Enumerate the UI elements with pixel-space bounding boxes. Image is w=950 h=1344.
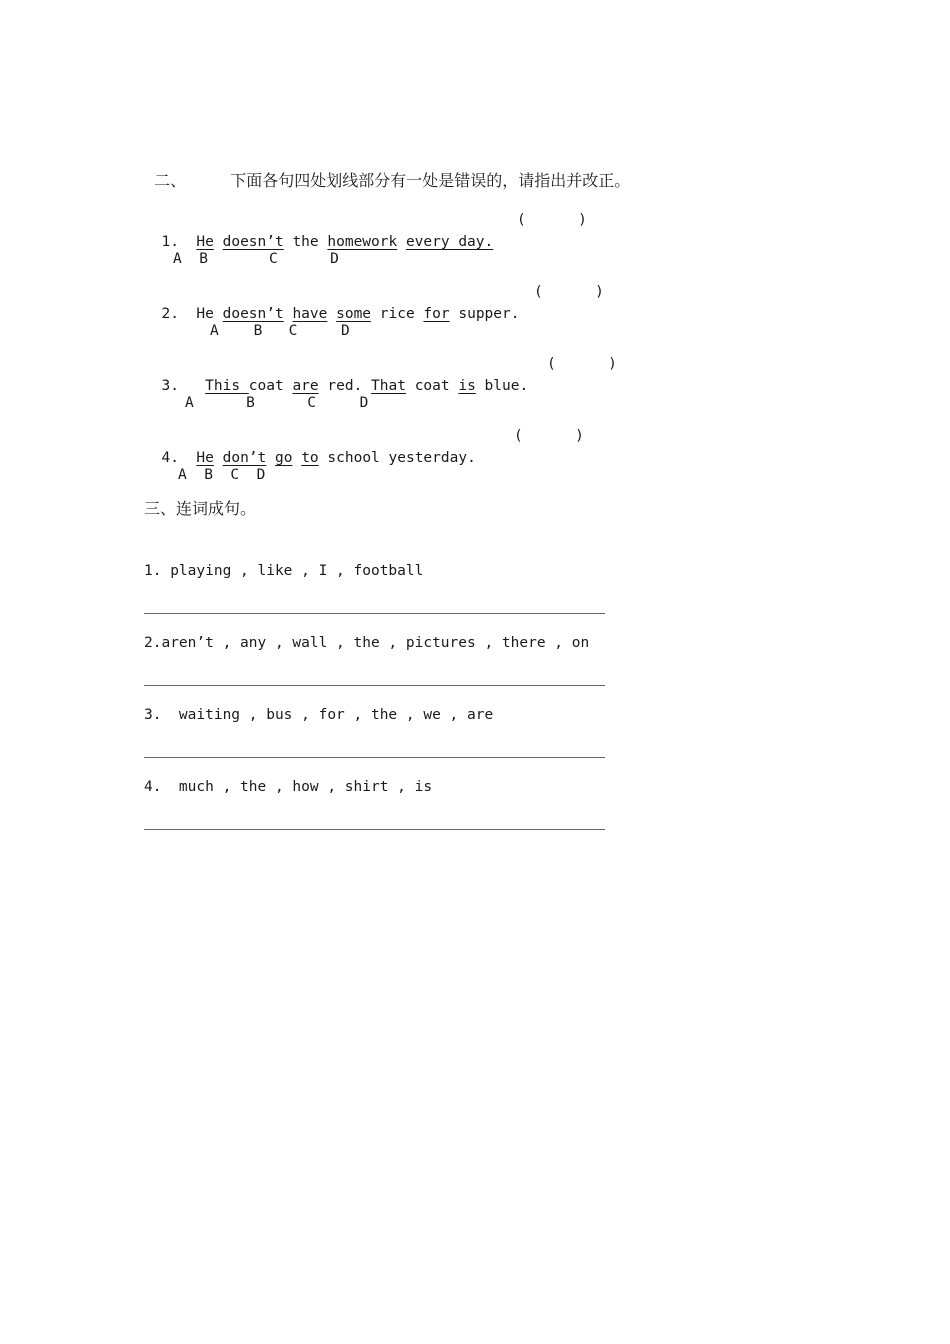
underlined-segment: every day.: [405, 234, 494, 250]
underlined-segment: for: [423, 306, 450, 322]
sentence-text: coat: [248, 378, 293, 394]
section2-number: 二、: [154, 171, 187, 190]
underlined-segment: He: [196, 450, 214, 466]
sentence-item-1: 1. playing , like , I , football: [144, 563, 424, 579]
underlined-segment: doesn’t: [222, 234, 284, 250]
answer-paren-1[interactable]: ( ): [517, 212, 587, 228]
section2-heading: [144, 151, 630, 191]
option-letters-1: A B C D: [173, 251, 339, 267]
question-sentence: [196, 306, 519, 322]
underlined-segment: to: [301, 450, 319, 466]
section2-instruction: 下面各句四处划线部分有一处是错误的，请指出并改正。: [230, 171, 631, 190]
sentence-text: coat: [405, 378, 459, 394]
sentence-text: the: [283, 234, 328, 250]
answer-paren-2[interactable]: ( ): [534, 284, 604, 300]
option-letters-4: A B C D: [178, 467, 266, 483]
question-sentence: [196, 450, 475, 466]
sentence-item-3: 3. waiting , bus , for , the , we , are: [144, 707, 494, 723]
sentence-text: [327, 306, 336, 322]
question-number: 1.: [161, 234, 179, 250]
option-letters-2: A B C D: [210, 323, 350, 339]
answer-line-1[interactable]: [144, 613, 605, 614]
question-3: [144, 356, 528, 396]
sentence-item-4: 4. much , the , how , shirt , is: [144, 779, 433, 795]
answer-paren-3[interactable]: ( ): [547, 356, 617, 372]
underlined-segment: homework: [327, 234, 398, 250]
underlined-segment: This: [205, 378, 249, 394]
answer-line-4[interactable]: [144, 829, 605, 830]
sentence-text: supper.: [449, 306, 520, 322]
question-sentence: [205, 378, 528, 394]
underlined-segment: doesn’t: [222, 306, 284, 322]
underlined-segment: He: [196, 234, 214, 250]
sentence-text: [214, 234, 223, 250]
underlined-segment: is: [458, 378, 476, 394]
sentence-text: rice: [371, 306, 424, 322]
question-1: [144, 212, 493, 252]
sentence-text: red.: [318, 378, 372, 394]
question-4: [144, 428, 476, 468]
sentence-text: [292, 450, 301, 466]
answer-line-3[interactable]: [144, 757, 605, 758]
underlined-segment: have: [292, 306, 328, 322]
question-number: 3.: [161, 378, 179, 394]
sentence-text: [214, 450, 223, 466]
question-number: 2.: [161, 306, 179, 322]
underlined-segment: go: [275, 450, 293, 466]
sentence-text: school yesterday.: [318, 450, 476, 466]
question-sentence: [196, 234, 493, 250]
underlined-segment: That: [371, 378, 406, 394]
sentence-text: [266, 450, 275, 466]
sentence-text: [397, 234, 406, 250]
option-letters-3: A B C D: [185, 395, 369, 411]
sentence-text: blue.: [475, 378, 529, 394]
underlined-segment: don’t: [222, 450, 267, 466]
answer-paren-4[interactable]: ( ): [514, 428, 584, 444]
question-number: 4.: [161, 450, 179, 466]
sentence-text: He: [196, 306, 223, 322]
underlined-segment: are: [292, 378, 319, 394]
question-2: [144, 284, 519, 324]
sentence-item-2: 2.aren’t , any , wall , the , pictures , there , on: [144, 635, 590, 651]
section3-heading: 三、连词成句。: [144, 499, 257, 518]
underlined-segment: some: [336, 306, 372, 322]
answer-line-2[interactable]: [144, 685, 605, 686]
